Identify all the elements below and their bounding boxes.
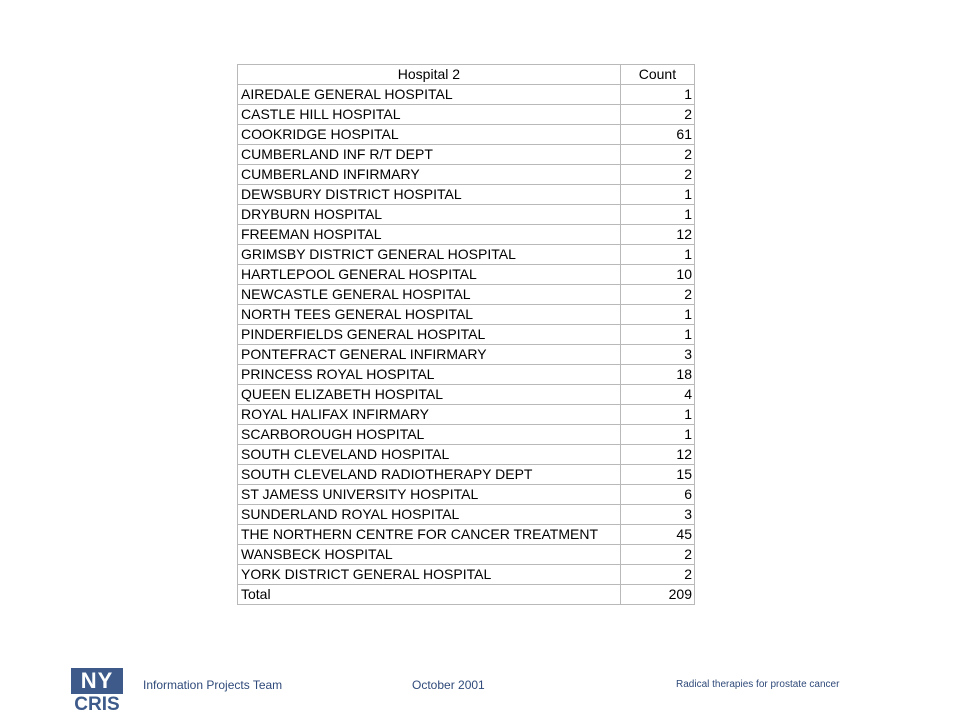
count-cell: 15 [620,465,694,485]
hospital-name-cell: NEWCASTLE GENERAL HOSPITAL [238,285,621,305]
hospital-name-cell: YORK DISTRICT GENERAL HOSPITAL [238,565,621,585]
table-body [238,85,695,605]
header-count: Count [620,65,694,85]
table-row [238,145,695,165]
count-cell: 10 [620,265,694,285]
hospital-name-cell: PONTEFRACT GENERAL INFIRMARY [238,345,621,365]
count-cell: 1 [620,305,694,325]
table-row [238,365,695,385]
count-cell: 2 [620,105,694,125]
count-cell: 12 [620,225,694,245]
table-header-row [238,65,695,85]
hospital-name-cell: COOKRIDGE HOSPITAL [238,125,621,145]
hospital-name-cell: FREEMAN HOSPITAL [238,225,621,245]
hospital-name-cell: SOUTH CLEVELAND HOSPITAL [238,445,621,465]
footer-date: October 2001 [412,678,485,692]
nycris-logo [71,668,123,715]
table-row [238,285,695,305]
table-row [238,525,695,545]
total-value: 209 [620,585,694,605]
hospital-count-table [237,64,695,605]
table-row [238,325,695,345]
count-cell: 1 [620,185,694,205]
table-row [238,225,695,245]
count-cell: 1 [620,245,694,265]
count-cell: 2 [620,545,694,565]
count-cell: 1 [620,85,694,105]
hospital-name-cell: QUEEN ELIZABETH HOSPITAL [238,385,621,405]
hospital-name-cell: DEWSBURY DISTRICT HOSPITAL [238,185,621,205]
footer-title: Radical therapies for prostate cancer [676,679,840,690]
hospital-name-cell: CASTLE HILL HOSPITAL [238,105,621,125]
hospital-name-cell: THE NORTHERN CENTRE FOR CANCER TREATMENT [238,525,621,545]
count-cell: 3 [620,345,694,365]
count-cell: 1 [620,325,694,345]
count-cell: 2 [620,165,694,185]
hospital-name-cell: NORTH TEES GENERAL HOSPITAL [238,305,621,325]
total-row [238,585,695,605]
hospital-name-cell: HARTLEPOOL GENERAL HOSPITAL [238,265,621,285]
hospital-name-cell: SOUTH CLEVELAND RADIOTHERAPY DEPT [238,465,621,485]
hospital-name-cell: SUNDERLAND ROYAL HOSPITAL [238,505,621,525]
table-row [238,165,695,185]
count-cell: 1 [620,205,694,225]
header-hospital: Hospital 2 [238,65,621,85]
hospital-name-cell: ST JAMESS UNIVERSITY HOSPITAL [238,485,621,505]
count-cell: 2 [620,565,694,585]
count-cell: 2 [620,285,694,305]
table-row [238,185,695,205]
hospital-name-cell: CUMBERLAND INF R/T DEPT [238,145,621,165]
hospital-name-cell: ROYAL HALIFAX INFIRMARY [238,405,621,425]
table-row [238,85,695,105]
count-cell: 61 [620,125,694,145]
count-cell: 1 [620,425,694,445]
hospital-name-cell: CUMBERLAND INFIRMARY [238,165,621,185]
hospital-name-cell: DRYBURN HOSPITAL [238,205,621,225]
hospital-name-cell: WANSBECK HOSPITAL [238,545,621,565]
count-cell: 1 [620,405,694,425]
table-row [238,465,695,485]
table-row [238,345,695,365]
table-row [238,425,695,445]
hospital-name-cell: PINDERFIELDS GENERAL HOSPITAL [238,325,621,345]
table-row [238,565,695,585]
table-row [238,125,695,145]
table-row [238,505,695,525]
count-cell: 2 [620,145,694,165]
logo-ny: NY [71,668,123,694]
count-cell: 12 [620,445,694,465]
table-row [238,245,695,265]
hospital-name-cell: PRINCESS ROYAL HOSPITAL [238,365,621,385]
table-row [238,105,695,125]
hospital-name-cell: AIREDALE GENERAL HOSPITAL [238,85,621,105]
table-row [238,265,695,285]
count-cell: 4 [620,385,694,405]
total-label: Total [238,585,621,605]
count-cell: 45 [620,525,694,545]
table-row [238,445,695,465]
table-row [238,205,695,225]
hospital-name-cell: SCARBOROUGH HOSPITAL [238,425,621,445]
table-row [238,405,695,425]
count-cell: 6 [620,485,694,505]
count-cell: 18 [620,365,694,385]
footer-team: Information Projects Team [143,678,283,692]
table-row [238,305,695,325]
count-cell: 3 [620,505,694,525]
table-row [238,485,695,505]
table-row [238,385,695,405]
table-row [238,545,695,565]
logo-cris: CRIS [74,694,120,715]
hospital-name-cell: GRIMSBY DISTRICT GENERAL HOSPITAL [238,245,621,265]
